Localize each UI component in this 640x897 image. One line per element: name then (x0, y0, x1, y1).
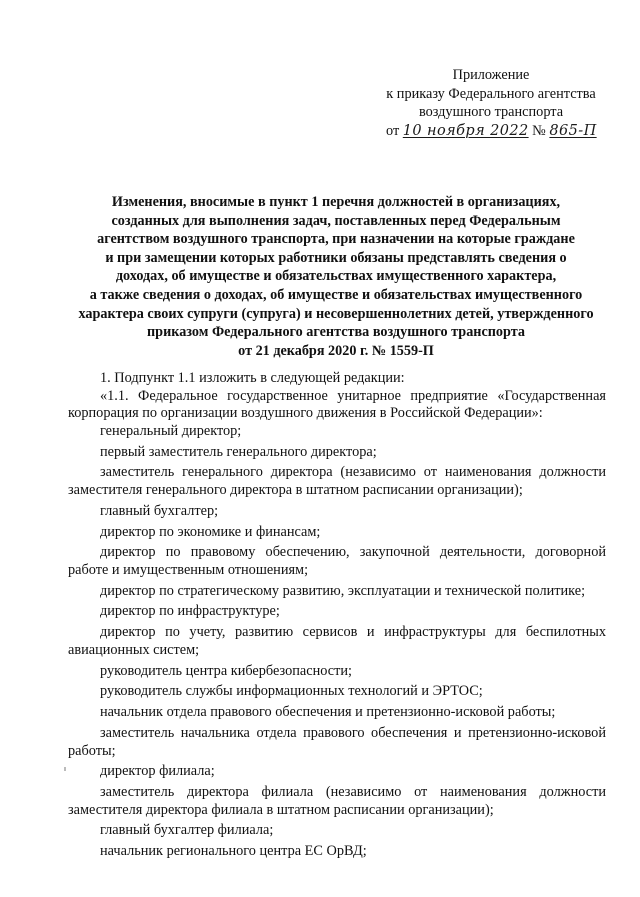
document-body (68, 370, 606, 861)
list-item: директор по правовому обеспечению, закупочной деятельности, договорной работе и имущественным отношениям; (68, 544, 606, 578)
scan-speck (64, 767, 66, 771)
body-paragraph: 1. Подпункт 1.1 изложить в следующей редакции: (100, 370, 405, 386)
list-item: руководитель службы информационных технологий и ЭРТОС; (100, 683, 483, 700)
list-item: генеральный директор; (100, 422, 242, 439)
list-item: главный бухгалтер филиала; (100, 822, 274, 839)
appendix-agency-line: воздушного транспорта (418, 104, 564, 120)
list-item: директор по стратегическому развитию, эксплуатации и технической политике; (100, 582, 586, 599)
list-item: директор по инфраструктуре; (100, 603, 280, 620)
from-label: от (386, 122, 400, 139)
number-label: № (532, 122, 546, 139)
list-item: начальник регионального центра ЕС ОрВД; (100, 843, 367, 860)
appendix-title: Приложение (452, 67, 530, 83)
list-item: директор филиала; (100, 763, 215, 780)
title-line: созданных для выполнения задач, поставленных перед Федеральным (111, 212, 561, 229)
appendix-header (376, 66, 606, 140)
appendix-date-number-line (376, 122, 606, 141)
list-item: главный бухгалтер; (100, 502, 219, 519)
body-paragraph: «1.1. Федеральное государственное унитарное предприятие «Государственная корпорация по организации воздушного движения в Российской Федерации»: (68, 387, 606, 422)
list-item: начальник отдела правового обеспечения и претензионно-исковой работы; (100, 704, 556, 721)
title-line: от 21 декабря 2020 г. № 1559-П (238, 342, 434, 359)
title-line: агентством воздушного транспорта, при назначении на которые граждане (97, 231, 575, 248)
title-line: и при замещении которых работники обязаны представлять сведения о (105, 249, 567, 266)
handwritten-number: 865-П (549, 122, 597, 139)
list-item: заместитель генерального директора (независимо от наименования должности заместителя генерального директора в штатном расписании организации); (68, 464, 606, 498)
list-item: заместитель начальника отдела правового обеспечения и претензионно-исковой работы; (68, 724, 606, 759)
appendix-order-line: к приказу Федерального агентства (386, 85, 596, 102)
title-line: характера своих супруги (супруга) и несовершеннолетних детей, утвержденного (78, 305, 594, 322)
title-line: доходах, об имуществе и обязательствах имущественного характера, (115, 268, 557, 285)
document-title (62, 193, 610, 360)
title-line: приказом Федерального агентства воздушного транспорта (147, 324, 525, 341)
list-item: заместитель директора филиала (независимо от наименования должности заместителя директора филиала в штатном расписании организации); (68, 784, 606, 818)
list-item: руководитель центра кибербезопасности; (100, 662, 352, 679)
title-line: а также сведения о доходах, об имуществе и обязательствах имущественного (89, 286, 583, 303)
list-item: директор по учету, развитию сервисов и инфраструктуры для беспилотных авиационных систем; (68, 624, 606, 658)
list-item: директор по экономике и финансам; (100, 523, 321, 540)
title-line: Изменения, вносимые в пункт 1 перечня должностей в организациях, (111, 194, 561, 210)
list-item: первый заместитель генерального директора; (100, 443, 377, 460)
handwritten-date: 10 ноября 2022 (402, 122, 529, 139)
